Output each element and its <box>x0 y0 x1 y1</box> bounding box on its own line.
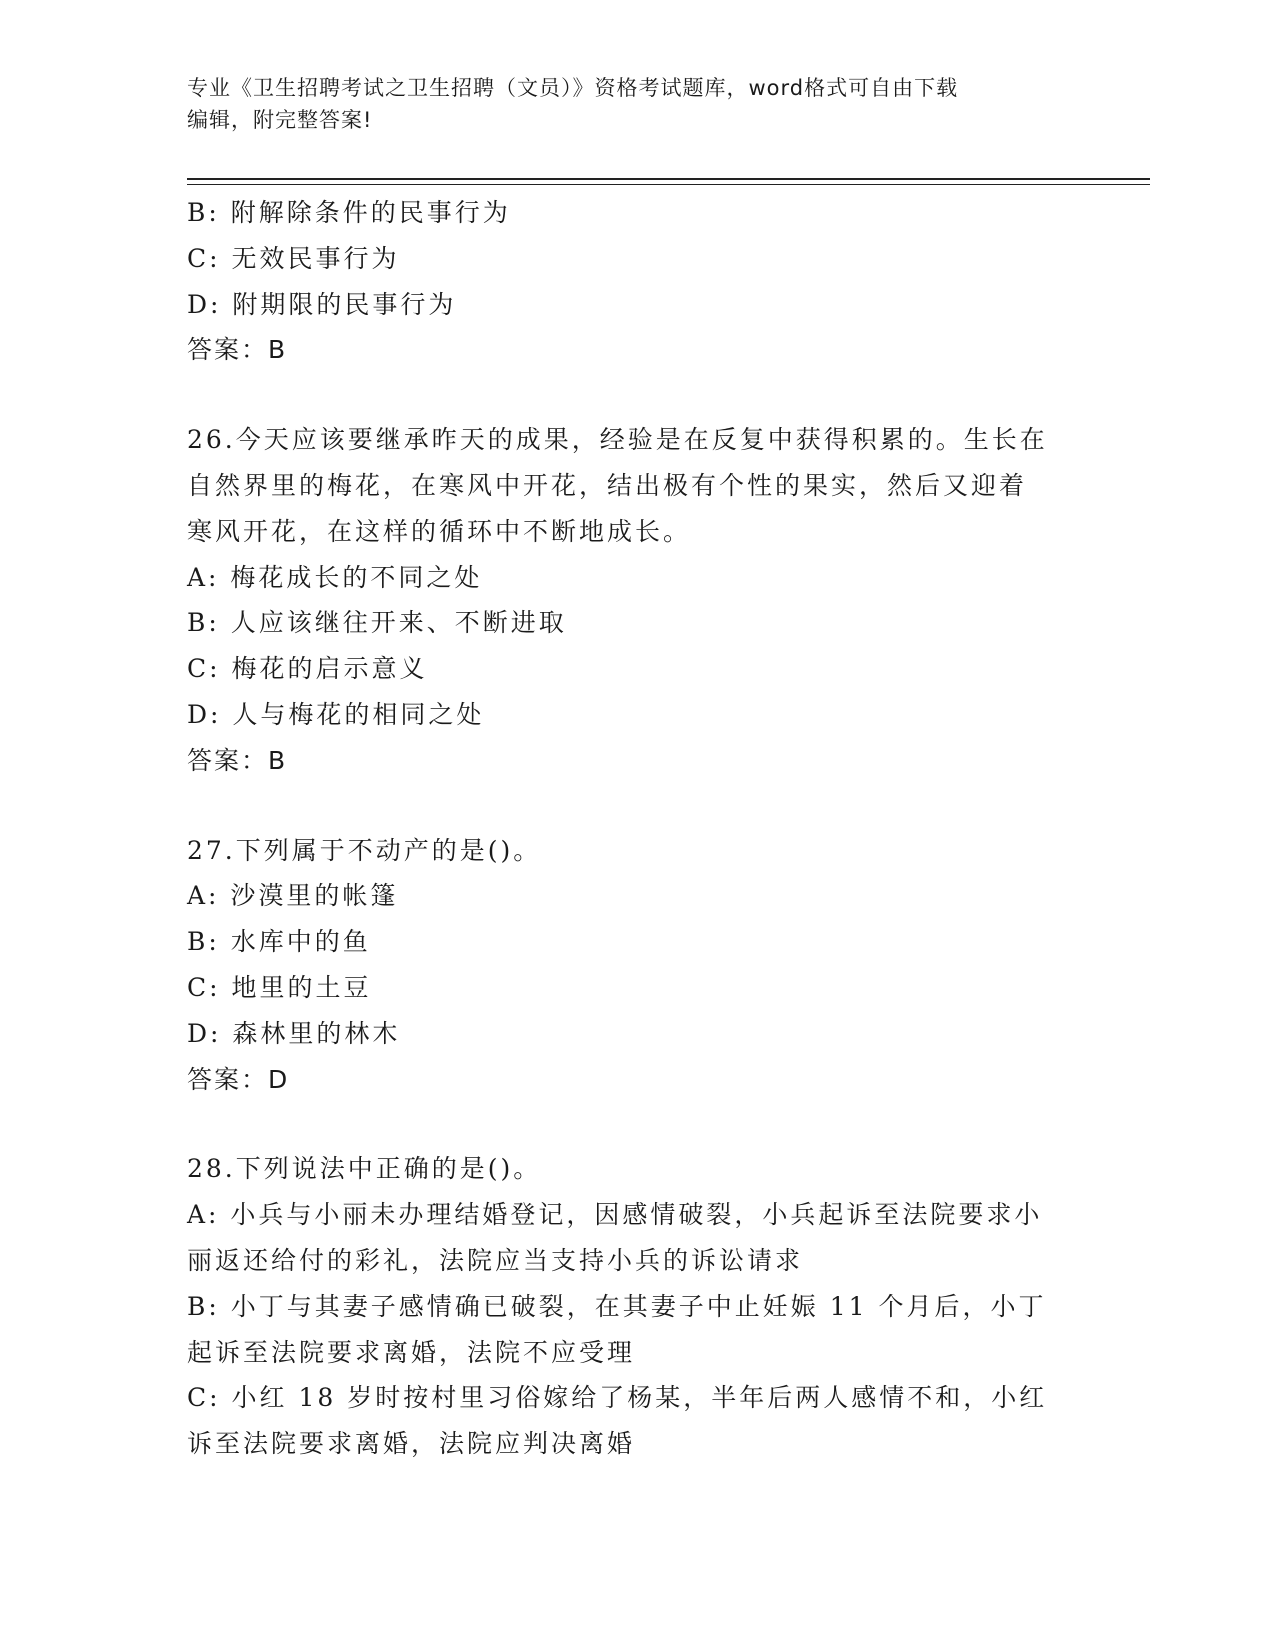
spacer <box>187 784 1077 828</box>
spacer <box>187 1102 1077 1146</box>
answer-label: 答案：D <box>187 1064 290 1094</box>
option-c: C: 地里的土豆 <box>187 972 372 1002</box>
question-28 <box>187 1146 1077 1467</box>
question-stem: 27.下列属于不动产的是()。 <box>187 835 542 865</box>
option-a-line-2: 丽返还给付的彩礼，法院应当支持小兵的诉讼请求 <box>187 1245 804 1275</box>
option-c-line-2: 诉至法院要求离婚，法院应判决离婚 <box>187 1429 636 1459</box>
header-line-2: 编辑，附完整答案! <box>187 108 373 132</box>
option-d: D: 附期限的民事行为 <box>187 289 457 319</box>
header-divider-thick <box>187 178 1150 180</box>
spacer <box>187 373 1077 417</box>
question-stem: 28.下列说法中正确的是()。 <box>187 1154 542 1184</box>
answer-label: 答案：B <box>187 745 288 775</box>
option-a-line-1: A: 小兵与小丽未办理结婚登记，因感情破裂，小兵起诉至法院要求小 <box>187 1200 1043 1230</box>
question-stem-line: 寒风开花，在这样的循环中不断地成长。 <box>187 516 692 546</box>
option-a: A: 沙漠里的帐篷 <box>187 881 399 911</box>
option-c: C: 无效民事行为 <box>187 243 400 273</box>
header-divider-thin <box>187 184 1150 185</box>
question-list <box>187 190 1077 1467</box>
option-a: A: 梅花成长的不同之处 <box>187 562 483 592</box>
question-26 <box>187 417 1077 783</box>
option-b: B: 附解除条件的民事行为 <box>187 198 511 227</box>
option-b: B: 人应该继往开来、不断进取 <box>187 608 567 638</box>
header-line-1: 专业《卫生招聘考试之卫生招聘（文员）》资格考试题库，word格式可自由下载 <box>187 76 959 100</box>
option-b: B: 水库中的鱼 <box>187 927 371 957</box>
question-stem-line: 26.今天应该要继承昨天的成果，经验是在反复中获得积累的。生长在 <box>187 425 1048 455</box>
option-b-line-2: 起诉至法院要求离婚，法院不应受理 <box>187 1337 636 1367</box>
option-b-line-1: B: 小丁与其妻子感情确已破裂，在其妻子中止妊娠 11 个月后，小丁 <box>187 1291 1047 1321</box>
question-stem-line: 自然界里的梅花，在寒风中开花，结出极有个性的果实，然后又迎着 <box>187 470 1028 500</box>
option-c-line-1: C: 小红 18 岁时按村里习俗嫁给了杨某，半年后两人感情不和，小红 <box>187 1383 1048 1413</box>
answer-label: 答案：B <box>187 335 288 365</box>
option-d: D: 森林里的林木 <box>187 1018 401 1048</box>
document-header <box>187 72 1087 136</box>
question-25-tail <box>187 190 1077 373</box>
option-c: C: 梅花的启示意义 <box>187 654 428 684</box>
option-d: D: 人与梅花的相同之处 <box>187 699 485 729</box>
question-27 <box>187 828 1077 1103</box>
